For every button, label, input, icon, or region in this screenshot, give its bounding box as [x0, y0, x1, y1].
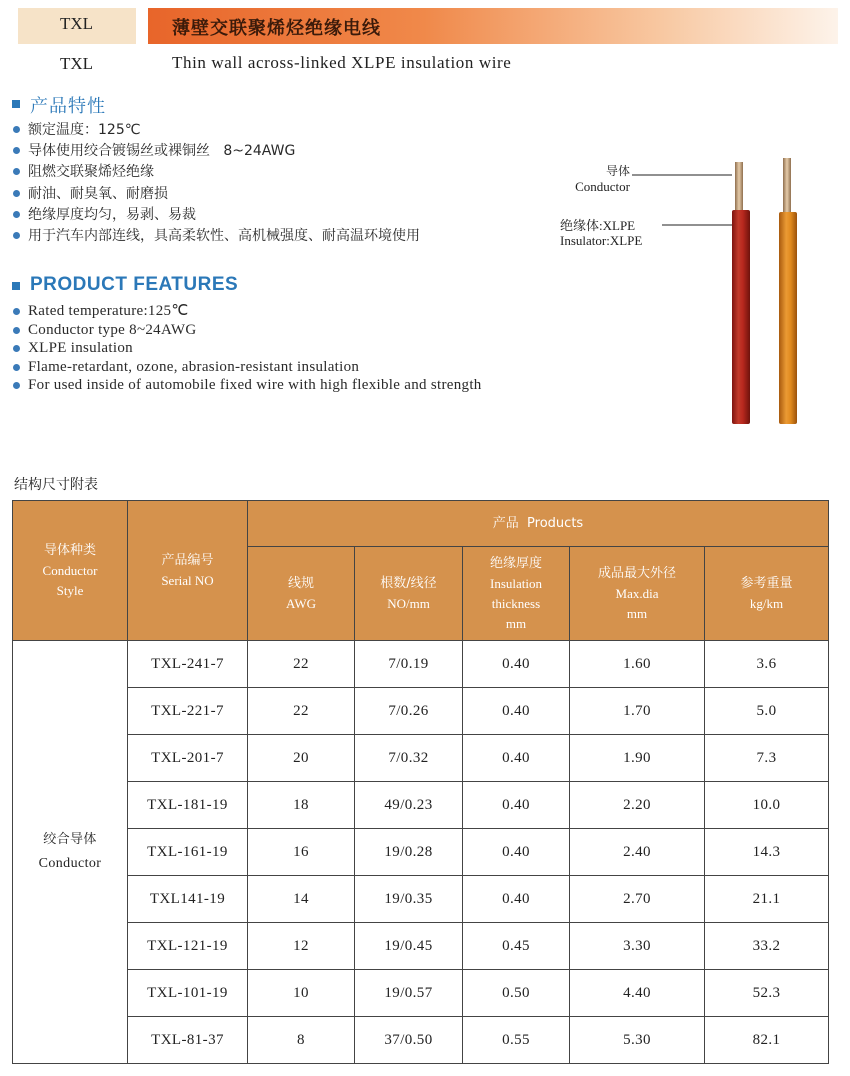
cell-max-dia: 3.30	[570, 923, 705, 970]
header-text: Serial NO	[161, 572, 214, 588]
spec-table	[12, 500, 829, 1064]
cell-max-dia: 5.30	[570, 1017, 705, 1064]
cell-no-mm: 7/0.32	[355, 735, 463, 782]
feature-item-en	[10, 376, 482, 395]
cell-no-mm: 7/0.19	[355, 641, 463, 688]
header-text: Max.dia	[615, 585, 659, 601]
features-en-title: PRODUCT FEATURES	[30, 274, 239, 295]
feature-text: 导体使用绞合镀锡丝或裸铜丝 8~24AWG	[28, 143, 296, 160]
wire-illustration	[560, 150, 820, 430]
features-cn-list	[10, 120, 420, 247]
bullet-icon	[13, 211, 20, 218]
cell-no-mm: 19/0.45	[355, 923, 463, 970]
header-text: 根数/线径	[380, 575, 437, 591]
cell-serial: TXL-221-7	[128, 688, 248, 735]
header-text: NO/mm	[387, 595, 430, 611]
table-caption: 结构尺寸附表	[14, 477, 98, 493]
cell-insulation: 0.40	[463, 688, 570, 735]
section-square-icon	[12, 282, 20, 290]
cell-serial: TXL-201-7	[128, 735, 248, 782]
bullet-icon	[13, 345, 20, 352]
header-text: Style	[56, 582, 84, 598]
header-text: kg/km	[749, 595, 784, 611]
header-text: thickness	[491, 595, 541, 611]
bullet-icon	[13, 168, 20, 175]
cell-weight: 14.3	[705, 829, 829, 876]
cell-max-dia: 2.40	[570, 829, 705, 876]
cell-weight: 10.0	[705, 782, 829, 829]
cell-awg: 18	[248, 782, 355, 829]
cell-weight: 5.0	[705, 688, 829, 735]
cell-insulation: 0.40	[463, 735, 570, 782]
table-row	[13, 688, 829, 735]
cell-serial: TXL-241-7	[128, 641, 248, 688]
cell-max-dia: 2.20	[570, 782, 705, 829]
cell-awg: 20	[248, 735, 355, 782]
table-row	[13, 1017, 829, 1064]
cell-awg: 22	[248, 641, 355, 688]
orange-wire-insulation	[779, 212, 797, 424]
group-label-en: Conductor	[38, 856, 102, 871]
cell-awg: 14	[248, 876, 355, 923]
header-text: mm	[626, 605, 648, 621]
header-products	[248, 501, 829, 547]
cell-insulation: 0.40	[463, 876, 570, 923]
header-text: 产品编号	[161, 552, 214, 568]
table-row	[13, 641, 829, 688]
header-text: 产品 Products	[492, 516, 584, 531]
feature-item-cn	[10, 162, 420, 183]
feature-text: 额定温度：125℃	[28, 122, 141, 138]
cell-insulation: 0.55	[463, 1017, 570, 1064]
cell-no-mm: 37/0.50	[355, 1017, 463, 1064]
insulator-label-cn: 绝缘体:XLPE	[560, 218, 636, 233]
feature-text: Rated temperature:125℃	[28, 303, 189, 319]
feature-item-cn	[10, 141, 420, 162]
header-text: Insulation	[490, 575, 542, 591]
cell-serial: TXL141-19	[128, 876, 248, 923]
cell-max-dia: 1.70	[570, 688, 705, 735]
header-text: AWG	[285, 595, 316, 611]
conductor-label-en: Conductor	[575, 179, 630, 194]
bullet-icon	[13, 190, 20, 197]
cell-max-dia: 1.60	[570, 641, 705, 688]
bullet-icon	[13, 126, 20, 133]
cell-weight: 21.1	[705, 876, 829, 923]
orange-wire-conductor	[783, 158, 791, 214]
red-wire-conductor	[735, 162, 743, 212]
header-text: 导体种类	[43, 542, 96, 558]
cell-weight: 33.2	[705, 923, 829, 970]
cell-weight: 82.1	[705, 1017, 829, 1064]
cell-no-mm: 7/0.26	[355, 688, 463, 735]
conductor-group-cell	[13, 641, 128, 1064]
header-awg	[248, 547, 355, 641]
feature-item-en	[10, 339, 482, 358]
feature-item-cn	[10, 205, 420, 226]
cell-max-dia: 4.40	[570, 970, 705, 1017]
feature-item-cn	[10, 120, 420, 141]
cell-insulation: 0.40	[463, 641, 570, 688]
cell-awg: 16	[248, 829, 355, 876]
feature-item-en	[10, 358, 482, 377]
header-code-en: TXL	[60, 54, 94, 73]
header-text: 绝缘厚度	[489, 555, 542, 571]
insulator-label-en: Insulator:XLPE	[560, 233, 643, 248]
cell-serial: TXL-161-19	[128, 829, 248, 876]
header-text: Conductor	[42, 562, 98, 578]
cell-awg: 22	[248, 688, 355, 735]
cell-max-dia: 2.70	[570, 876, 705, 923]
feature-text: XLPE insulation	[28, 340, 133, 356]
cell-serial: TXL-121-19	[128, 923, 248, 970]
cell-insulation: 0.45	[463, 923, 570, 970]
features-cn-title: 产品特性	[30, 96, 106, 117]
table-row	[13, 923, 829, 970]
cell-insulation: 0.40	[463, 829, 570, 876]
section-square-icon	[12, 100, 20, 108]
feature-text: For used inside of automobile fixed wire with high flexible and strength	[28, 377, 482, 393]
feature-item-cn	[10, 226, 420, 247]
feature-text: 阻燃交联聚烯烃绝缘	[28, 164, 154, 181]
feature-text: Flame-retardant, ozone, abrasion-resistant insulation	[28, 358, 360, 375]
header-text: 参考重量	[740, 575, 793, 591]
bullet-icon	[13, 364, 20, 371]
header-title-cn: 薄壁交联聚烯烃绝缘电线	[172, 18, 381, 39]
bullet-icon	[13, 327, 20, 334]
cell-weight: 7.3	[705, 735, 829, 782]
cell-insulation: 0.40	[463, 782, 570, 829]
cell-awg: 10	[248, 970, 355, 1017]
feature-item-en	[10, 321, 482, 340]
table-row	[13, 970, 829, 1017]
conductor-label-cn: 导体	[605, 164, 630, 178]
cell-serial: TXL-81-37	[128, 1017, 248, 1064]
header-text: 成品最大外径	[597, 565, 676, 581]
cell-weight: 52.3	[705, 970, 829, 1017]
header-code: TXL	[60, 14, 94, 33]
header-max-dia	[570, 547, 705, 641]
feature-text: Conductor type 8~24AWG	[28, 321, 197, 338]
header-title-en: Thin wall across-linked XLPE insulation wire	[172, 53, 512, 72]
cell-no-mm: 19/0.35	[355, 876, 463, 923]
features-en-list	[10, 302, 482, 395]
feature-text: 绝缘厚度均匀，易剥、易裁	[28, 206, 196, 223]
bullet-icon	[13, 147, 20, 154]
header-weight	[705, 547, 829, 641]
table-row	[13, 829, 829, 876]
cell-no-mm: 49/0.23	[355, 782, 463, 829]
cell-serial: TXL-101-19	[128, 970, 248, 1017]
cell-no-mm: 19/0.28	[355, 829, 463, 876]
table-row	[13, 735, 829, 782]
red-wire-insulation	[732, 210, 750, 424]
group-label-cn: 绞合导体	[43, 832, 97, 847]
header-no-mm	[355, 547, 463, 641]
bullet-icon	[13, 382, 20, 389]
header-text: 线规	[287, 575, 314, 591]
header-conductor-style	[13, 501, 128, 641]
header-insulation-thickness	[463, 547, 570, 641]
feature-text: 用于汽车内部连线，具高柔软性、高机械强度、耐高温环境使用	[28, 227, 420, 244]
cell-awg: 12	[248, 923, 355, 970]
cell-max-dia: 1.90	[570, 735, 705, 782]
feature-item-cn	[10, 184, 420, 205]
feature-item-en	[10, 302, 482, 321]
feature-text: 耐油、耐臭氧、耐磨损	[28, 185, 168, 202]
table-row	[13, 876, 829, 923]
cell-awg: 8	[248, 1017, 355, 1064]
bullet-icon	[13, 232, 20, 239]
cell-weight: 3.6	[705, 641, 829, 688]
bullet-icon	[13, 308, 20, 315]
header-serial-no	[128, 501, 248, 641]
cell-no-mm: 19/0.57	[355, 970, 463, 1017]
cell-insulation: 0.50	[463, 970, 570, 1017]
header-text: mm	[505, 615, 527, 631]
cell-serial: TXL-181-19	[128, 782, 248, 829]
table-row	[13, 782, 829, 829]
